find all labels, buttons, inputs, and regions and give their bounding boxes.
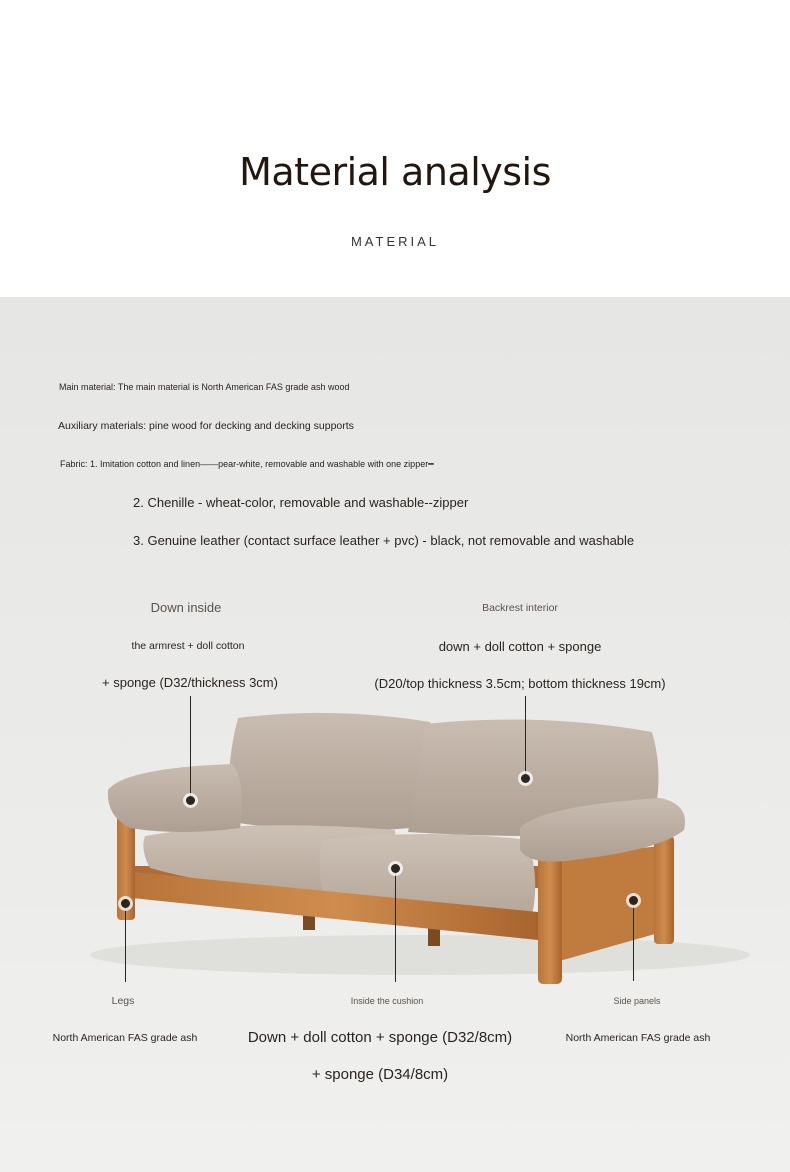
- backrest-callout-dot: [521, 774, 530, 783]
- backrest-cushion-left: [229, 713, 432, 831]
- backrest-line-1: down + doll cotton + sponge: [438, 639, 602, 654]
- cushion-callout-dot: [391, 864, 400, 873]
- cushion-callout-line: [395, 870, 396, 982]
- side-panel-callout-dot: [629, 896, 638, 905]
- side-panels-title: Side panels: [613, 996, 661, 1006]
- left-armrest-cushion: [108, 764, 242, 832]
- side-panel-callout-line: [633, 901, 634, 981]
- fabric-option-2: 2. Chenille - wheat-color, removable and washable--zipper: [133, 495, 469, 510]
- backrest-title: Backrest interior: [482, 602, 558, 614]
- floor-shadow: [90, 935, 750, 975]
- right-back-post: [654, 836, 674, 944]
- backrest-line-2: (D20/top thickness 3.5cm; bottom thickness 19cm): [374, 676, 666, 691]
- legs-callout-line: [125, 904, 126, 982]
- cushion-title: Inside the cushion: [350, 996, 424, 1006]
- legs-title: Legs: [111, 995, 135, 1007]
- armrest-line-1: the armrest + doll cotton: [131, 640, 245, 652]
- armrest-line-2: + sponge (D32/thickness 3cm): [102, 675, 278, 690]
- main-material-text: Main material: The main material is North American FAS grade ash wood: [59, 382, 350, 392]
- fabric-option-1: Fabric: 1. Imitation cotton and linen——pear-white, removable and washable with one zipper━: [60, 459, 434, 469]
- side-panels-line-1: North American FAS grade ash: [565, 1032, 711, 1044]
- cushion-line-2: + sponge (D34/8cm): [311, 1066, 449, 1083]
- cushion-line-1: Down + doll cotton + sponge (D32/8cm): [247, 1029, 513, 1046]
- backrest-callout-line: [525, 696, 526, 778]
- legs-callout-dot: [121, 899, 130, 908]
- page-title: Material analysis: [239, 150, 551, 194]
- fabric-option-3: 3. Genuine leather (contact surface leather + pvc) - black, not removable and washable: [133, 533, 635, 548]
- legs-line-1: North American FAS grade ash: [52, 1032, 198, 1044]
- armrest-callout-dot: [186, 796, 195, 805]
- armrest-callout-line: [190, 696, 191, 800]
- page-subtitle: MATERIAL: [350, 234, 440, 249]
- right-front-post: [538, 852, 562, 984]
- auxiliary-material-text: Auxiliary materials: pine wood for decking and decking supports: [58, 420, 354, 432]
- armrest-title: Down inside: [150, 600, 222, 615]
